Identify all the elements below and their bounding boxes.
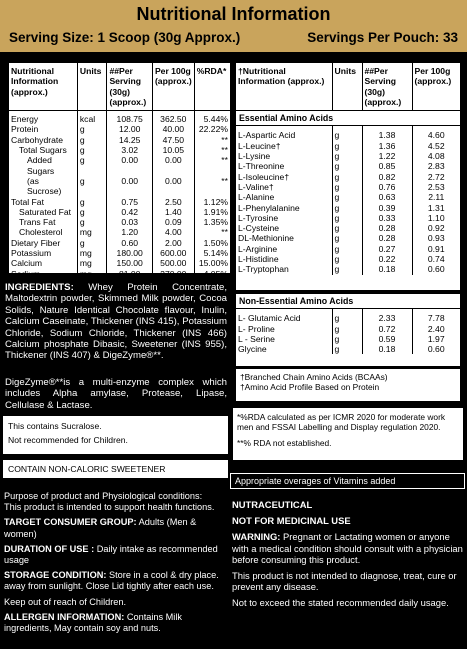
non-caloric-box: CONTAIN NON-CALORIC SWEETENER bbox=[3, 460, 228, 478]
amino-row bbox=[236, 233, 460, 243]
nutrient-unit: mg bbox=[77, 269, 107, 279]
nutrient-per-100g: 500.00 bbox=[152, 258, 194, 268]
amino-name: L- Glutamic Acid bbox=[238, 313, 301, 324]
nutrient-name: Trans Fat bbox=[19, 217, 56, 228]
amino-unit: g bbox=[332, 264, 362, 274]
amino-notes bbox=[236, 369, 460, 401]
amino-per-100g: 0.60 bbox=[412, 264, 460, 274]
nutrient-per-100g: 362.50 bbox=[152, 111, 194, 125]
sucralose-box bbox=[3, 416, 228, 454]
storage-label: STORAGE CONDITION: bbox=[4, 570, 107, 581]
nutrient-name: Total Fat bbox=[11, 196, 44, 207]
non-essential-amino-table bbox=[236, 294, 460, 366]
amino-row bbox=[236, 151, 460, 161]
nutrient-name: Cholesterol bbox=[19, 227, 63, 238]
digezyme-text: DigeZyme®**is a multi-enzyme complex which includes Alpha amylase, Protease, Lipase, Cellulase & Lactase. bbox=[5, 377, 227, 411]
amino-name: L-Aspartic Acid bbox=[238, 130, 296, 141]
amino-per-serving: 0.22 bbox=[362, 254, 412, 264]
nutrition-row bbox=[9, 135, 230, 145]
amino-name: L-Valine† bbox=[238, 181, 274, 192]
nutrient-per-100g: 270.00 bbox=[152, 269, 194, 279]
amino-name: L-Isoleucine† bbox=[238, 171, 290, 182]
allergen-text: Contains Milk ingredients, May contain soy and nuts. bbox=[4, 611, 182, 634]
nutrient-unit: g bbox=[77, 145, 107, 155]
non-essential-amino-title: Non-Essential Amino Acids bbox=[236, 294, 460, 309]
nutrient-per-100g: 2.00 bbox=[152, 238, 194, 248]
amino-per-100g: 2.53 bbox=[412, 182, 460, 192]
rda-notes-box bbox=[233, 408, 463, 460]
sucralose-line: This contains Sucralose. bbox=[8, 421, 102, 431]
amino-profile-note: †Amino Acid Profile Based on Protein bbox=[240, 382, 380, 392]
nutrition-row bbox=[9, 248, 230, 258]
amino-name: L-Alanine bbox=[238, 192, 275, 203]
amino-unit: g bbox=[332, 182, 362, 192]
amino-col-header-units: Units bbox=[332, 63, 362, 111]
ingredients-list: Whey Protein Concentrate, Maltodextrin powder, Skimmed Milk powder, Cocoa Solids, Nature Identical Chocolate flavour, Inulin, Calcium Caseinate, Thickener (INS 415), Potassium Chloride, Sodium Chloride, Thickener (INS 466) Calcium phosphate Dibasic, Sweetener (INS 955), Thickener (INS 407) & DigeZyme®**. bbox=[5, 282, 227, 362]
amino-per-serving: 0.82 bbox=[362, 172, 412, 182]
amino-row bbox=[236, 192, 460, 202]
amino-row bbox=[236, 203, 460, 213]
amino-name: L-Histidine bbox=[238, 254, 279, 265]
amino-per-100g: 2.11 bbox=[412, 192, 460, 202]
amino-row bbox=[236, 344, 460, 354]
nutrition-row bbox=[9, 238, 230, 248]
nutrient-name: Dietary Fiber bbox=[11, 237, 61, 248]
nutrient-rda: 1.91% bbox=[194, 207, 230, 217]
nutrient-per-100g: 0.00 bbox=[152, 176, 194, 197]
amino-per-100g: 2.40 bbox=[412, 324, 460, 334]
nutrition-row bbox=[9, 176, 230, 197]
amino-per-100g: 7.78 bbox=[412, 309, 460, 324]
amino-per-100g: 1.97 bbox=[412, 334, 460, 344]
nutrient-unit: g bbox=[77, 124, 107, 134]
nutrient-name: Protein bbox=[11, 124, 39, 135]
amino-row bbox=[236, 264, 460, 274]
amino-acid-table bbox=[236, 63, 460, 290]
amino-row bbox=[236, 324, 460, 334]
rda-note-2: **% RDA not established. bbox=[237, 438, 332, 448]
nutrition-row bbox=[9, 124, 230, 134]
nutrition-row bbox=[9, 207, 230, 217]
amino-unit: g bbox=[332, 141, 362, 151]
duration-of-use bbox=[4, 544, 230, 566]
col-header-nutrient: Nutritional Information (approx.) bbox=[9, 63, 77, 111]
nutrient-per-100g: 0.09 bbox=[152, 217, 194, 227]
nutrient-rda: 4.05% bbox=[194, 269, 230, 279]
nutrition-row bbox=[9, 111, 230, 125]
amino-table-header bbox=[236, 63, 460, 111]
header-banner bbox=[0, 0, 467, 52]
amino-per-serving: 0.72 bbox=[362, 324, 412, 334]
amino-unit: g bbox=[332, 233, 362, 243]
nutrient-per-100g: 47.50 bbox=[152, 135, 194, 145]
nutrient-rda: ** bbox=[194, 155, 230, 176]
amino-row bbox=[236, 213, 460, 223]
amino-per-serving: 0.76 bbox=[362, 182, 412, 192]
nutrient-name: Carbohydrate bbox=[11, 134, 64, 145]
allergen-label: ALLERGEN INFORMATION: bbox=[4, 611, 125, 622]
amino-col-header-nutrient: †Nutritional Information (approx.) bbox=[236, 63, 332, 111]
nutrient-rda: 5.14% bbox=[194, 248, 230, 258]
amino-name: L-Threonine bbox=[238, 161, 285, 172]
amino-per-serving: 1.36 bbox=[362, 141, 412, 151]
amino-unit: g bbox=[332, 244, 362, 254]
col-header-rda: %RDA* bbox=[194, 63, 230, 111]
nutrient-unit: g bbox=[77, 135, 107, 145]
nutrient-per-100g: 4.00 bbox=[152, 227, 194, 237]
ingredients-text bbox=[5, 282, 227, 362]
serving-size: Serving Size: 1 Scoop (30g Approx.) bbox=[9, 30, 241, 45]
nutrient-name: Calcium bbox=[11, 258, 43, 269]
amino-unit: g bbox=[332, 309, 362, 324]
amino-per-serving: 0.18 bbox=[362, 264, 412, 274]
nutrient-rda: ** bbox=[194, 135, 230, 145]
amino-row bbox=[236, 126, 460, 141]
amino-row bbox=[236, 334, 460, 344]
nutrition-row bbox=[9, 269, 230, 279]
amino-per-serving: 0.18 bbox=[362, 344, 412, 354]
amino-name: L-Lysine bbox=[238, 151, 271, 162]
purpose-line-1: Purpose of product and Physiological conditions: bbox=[4, 491, 203, 501]
amino-per-serving: 1.38 bbox=[362, 126, 412, 141]
amino-name: L-Cysteine bbox=[238, 223, 280, 234]
amino-row bbox=[236, 172, 460, 182]
storage-condition bbox=[4, 570, 230, 592]
amino-per-serving: 0.63 bbox=[362, 192, 412, 202]
nutrient-name: Sodium bbox=[11, 268, 41, 279]
nutrient-name: Energy bbox=[11, 114, 39, 125]
nutrient-unit: mg bbox=[77, 258, 107, 268]
target-label: TARGET CONSUMER GROUP: bbox=[4, 517, 137, 528]
amino-unit: g bbox=[332, 213, 362, 223]
amino-per-100g: 4.52 bbox=[412, 141, 460, 151]
amino-unit: g bbox=[332, 324, 362, 334]
nutrient-per-serving: 0.75 bbox=[107, 197, 152, 207]
amino-row bbox=[236, 254, 460, 264]
essential-amino-title: Essential Amino Acids bbox=[236, 111, 460, 126]
nutrient-name: Saturated Fat bbox=[19, 206, 72, 217]
nutrient-rda: ** bbox=[194, 176, 230, 197]
amino-per-100g: 0.93 bbox=[412, 233, 460, 243]
right-info bbox=[232, 499, 464, 614]
bcaa-note: †Branched Chain Amino Acids (BCAAs) bbox=[240, 372, 388, 382]
nutrient-unit: g bbox=[77, 207, 107, 217]
amino-row bbox=[236, 223, 460, 233]
nutrient-name: (as Sucrose) bbox=[27, 175, 62, 197]
nutrient-per-100g: 40.00 bbox=[152, 124, 194, 134]
servings-per-pouch: Servings Per Pouch: 33 bbox=[307, 30, 458, 45]
nutrient-unit: g bbox=[77, 217, 107, 227]
amino-name: L-Leucine† bbox=[238, 140, 281, 151]
amino-row bbox=[236, 141, 460, 151]
amino-name: L - Serine bbox=[238, 333, 275, 344]
amino-per-100g: 2.72 bbox=[412, 172, 460, 182]
amino-unit: g bbox=[332, 161, 362, 171]
nutrient-rda: 1.35% bbox=[194, 217, 230, 227]
amino-unit: g bbox=[332, 126, 362, 141]
nutrient-name: Potassium bbox=[11, 248, 52, 259]
amino-per-100g: 0.92 bbox=[412, 223, 460, 233]
amino-name: L- Proline bbox=[238, 323, 275, 334]
amino-per-100g: 0.91 bbox=[412, 244, 460, 254]
nutrient-rda: 1.50% bbox=[194, 238, 230, 248]
amino-unit: g bbox=[332, 192, 362, 202]
nutrient-per-serving: 1.20 bbox=[107, 227, 152, 237]
nutrient-per-serving: 0.00 bbox=[107, 155, 152, 176]
amino-per-100g: 0.74 bbox=[412, 254, 460, 264]
amino-row bbox=[236, 161, 460, 171]
amino-row bbox=[236, 309, 460, 324]
nutrient-rda: 5.44% bbox=[194, 111, 230, 125]
page-title: Nutritional Information bbox=[136, 4, 331, 24]
amino-row bbox=[236, 244, 460, 254]
duration-text: Daily intake as recommended usage bbox=[4, 543, 218, 566]
nutraceutical-label: NUTRACEUTICAL bbox=[232, 499, 313, 510]
col-header-per-100g: Per 100g (approx.) bbox=[152, 63, 194, 111]
nutrition-row bbox=[9, 155, 230, 176]
warning-label: WARNING: bbox=[232, 531, 281, 543]
amino-name: L-Tryptophan bbox=[238, 264, 289, 275]
nutrient-per-100g: 600.00 bbox=[152, 248, 194, 258]
purpose-line-2: This product is intended to support health functions. bbox=[4, 502, 215, 513]
rda-note-1: *%RDA calculated as per ICMR 2020 for moderate work men and FSSAI Labelling and Display regulation 2020. bbox=[237, 412, 446, 432]
amino-per-serving: 0.33 bbox=[362, 213, 412, 223]
vitamins-box: Appropriate overages of Vitamins added bbox=[230, 473, 465, 489]
nutrient-unit: g bbox=[77, 176, 107, 197]
amino-col-header-per-100g: Per 100g (approx.) bbox=[412, 63, 460, 111]
nutrition-row bbox=[9, 197, 230, 207]
amino-per-serving: 0.85 bbox=[362, 161, 412, 171]
nutrient-rda: 22.22% bbox=[194, 124, 230, 134]
children-line: Not recommended for Children. bbox=[8, 435, 128, 445]
amino-per-serving: 2.33 bbox=[362, 309, 412, 324]
target-text: Adults (Men & women) bbox=[4, 517, 197, 539]
amino-per-100g: 4.60 bbox=[412, 126, 460, 141]
ingredients-label: INGREDIENTS: bbox=[5, 282, 74, 293]
not-medicinal-label: NOT FOR MEDICINAL USE bbox=[232, 515, 351, 527]
exceed-note: Not to exceed the stated recommended daily usage. bbox=[232, 597, 449, 609]
nutrient-name: Added Sugars bbox=[27, 155, 55, 176]
amino-per-serving: 0.39 bbox=[362, 203, 412, 213]
nutrient-rda: 15.00% bbox=[194, 258, 230, 268]
amino-unit: g bbox=[332, 254, 362, 264]
nutrient-name: Total Sugars bbox=[19, 145, 67, 156]
amino-unit: g bbox=[332, 223, 362, 233]
amino-per-100g: 2.83 bbox=[412, 161, 460, 171]
nutrient-per-100g: 10.05 bbox=[152, 145, 194, 155]
nutrient-unit: mg bbox=[77, 248, 107, 258]
amino-unit: g bbox=[332, 203, 362, 213]
amino-unit: g bbox=[332, 151, 362, 161]
amino-unit: g bbox=[332, 344, 362, 354]
amino-name: L-Tyrosine bbox=[238, 212, 279, 223]
nutrition-row bbox=[9, 145, 230, 155]
duration-label: DURATION OF USE : bbox=[4, 543, 95, 554]
amino-per-serving: 1.22 bbox=[362, 151, 412, 161]
nutrient-unit: g bbox=[77, 197, 107, 207]
nutrient-per-serving: 0.42 bbox=[107, 207, 152, 217]
nutrient-rda: 1.12% bbox=[194, 197, 230, 207]
warning-text: Pregnant or Lactating women or anyone with a medical condition should consult with a physician before consuming this product. bbox=[232, 531, 463, 565]
nutrient-unit: g bbox=[77, 238, 107, 248]
amino-col-header-per-serving: ##Per Serving (30g) (approx.) bbox=[362, 63, 412, 111]
nutrient-per-serving: 180.00 bbox=[107, 248, 152, 258]
nutrient-per-serving: 0.60 bbox=[107, 238, 152, 248]
amino-name: Glycine bbox=[238, 344, 267, 355]
target-consumer bbox=[4, 517, 230, 539]
nutrient-unit: g bbox=[77, 155, 107, 176]
amino-per-serving: 0.27 bbox=[362, 244, 412, 254]
nutrition-table-header bbox=[9, 63, 230, 111]
nutrient-unit: mg bbox=[77, 227, 107, 237]
nutrient-per-100g: 0.00 bbox=[152, 155, 194, 176]
amino-unit: g bbox=[332, 334, 362, 344]
nutrient-per-serving: 108.75 bbox=[107, 111, 152, 125]
nutrient-per-serving: 14.25 bbox=[107, 135, 152, 145]
amino-row bbox=[236, 182, 460, 192]
amino-per-100g: 0.60 bbox=[412, 344, 460, 354]
amino-per-100g: 1.10 bbox=[412, 213, 460, 223]
allergen-info bbox=[4, 612, 230, 634]
nutrient-per-serving: 12.00 bbox=[107, 124, 152, 134]
nutrition-row bbox=[9, 217, 230, 227]
nutrient-per-serving: 150.00 bbox=[107, 258, 152, 268]
col-header-units: Units bbox=[77, 63, 107, 111]
nutrient-rda: ** bbox=[194, 145, 230, 155]
nutrient-unit: kcal bbox=[77, 111, 107, 125]
nutrient-per-100g: 2.50 bbox=[152, 197, 194, 207]
storage-text: Store in a cool & dry place. away from sunlight. Close Lid tightly after each use. bbox=[4, 570, 219, 592]
amino-per-serving: 0.28 bbox=[362, 223, 412, 233]
amino-name: L-Phenylalanine bbox=[238, 202, 300, 213]
warning bbox=[232, 531, 464, 565]
amino-per-100g: 4.08 bbox=[412, 151, 460, 161]
nutrition-row bbox=[9, 227, 230, 237]
amino-per-serving: 0.28 bbox=[362, 233, 412, 243]
amino-name: L-Arginine bbox=[238, 243, 278, 254]
nutrient-rda: ** bbox=[194, 227, 230, 237]
amino-unit: g bbox=[332, 172, 362, 182]
amino-name: DL-Methionine bbox=[238, 233, 294, 244]
amino-per-100g: 1.31 bbox=[412, 203, 460, 213]
nutrient-per-100g: 1.40 bbox=[152, 207, 194, 217]
nutrient-per-serving: 3.02 bbox=[107, 145, 152, 155]
nutrition-row bbox=[9, 258, 230, 268]
reach-note: Keep out of reach of Children. bbox=[4, 596, 127, 607]
col-header-per-serving: ##Per Serving (30g) (approx.) bbox=[107, 63, 152, 111]
nutrient-per-serving: 0.00 bbox=[107, 176, 152, 197]
left-info bbox=[4, 491, 230, 638]
nutrition-table bbox=[9, 63, 230, 279]
nutrient-per-serving: 0.03 bbox=[107, 217, 152, 227]
nutrient-per-serving: 81.00 bbox=[107, 269, 152, 279]
diagnose-note: This product is not intended to diagnose, treat, cure or prevent any disease. bbox=[232, 570, 457, 593]
amino-per-serving: 0.59 bbox=[362, 334, 412, 344]
